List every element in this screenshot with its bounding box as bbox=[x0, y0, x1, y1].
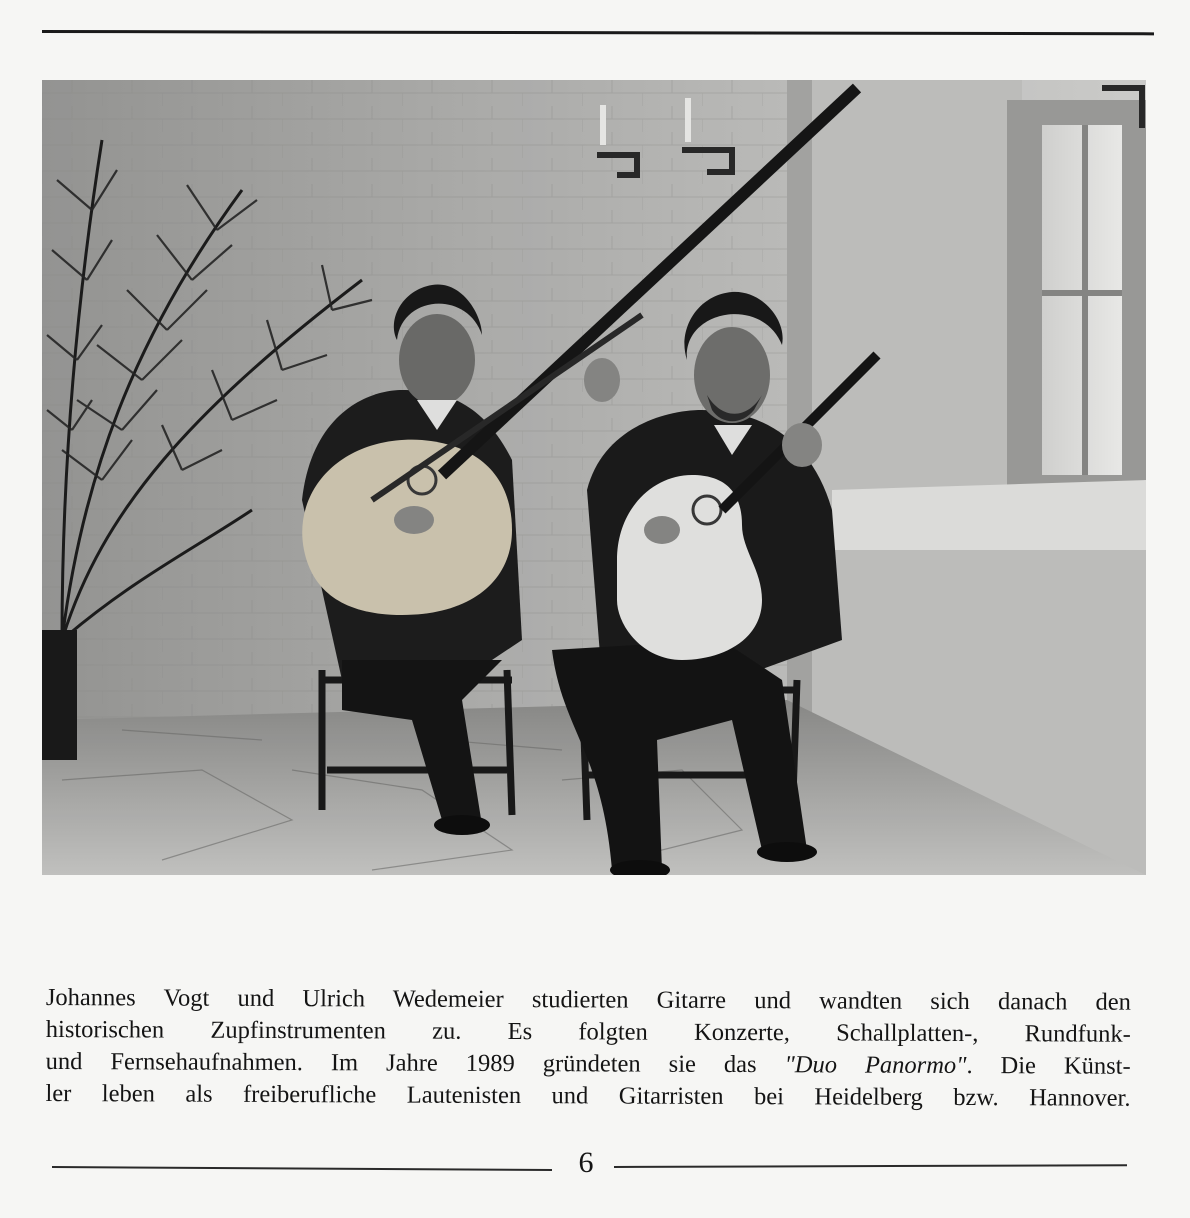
footer-rule-left bbox=[52, 1166, 552, 1171]
footer-rule-right bbox=[614, 1164, 1127, 1168]
caption-line-text: und Fernsehaufnahmen. Im Jahre 1989 gründeten sie das bbox=[45, 1047, 757, 1079]
top-rule bbox=[42, 30, 1154, 35]
caption-line: ler leben als freiberufliche Lautenisten und Gitarristen bei Heidelberg bzw. Hannover. bbox=[45, 1079, 1131, 1112]
duo-photograph bbox=[42, 80, 1146, 875]
duo-name: "Duo Panormo" bbox=[784, 1051, 967, 1080]
page-footer bbox=[52, 1146, 1127, 1190]
biography-caption bbox=[45, 982, 1131, 1115]
caption-line bbox=[46, 1046, 1131, 1083]
caption-line: historischen Zupfinstrumenten zu. Es folgten Konzerte, Schallplatten-, Rundfunk- bbox=[45, 1015, 1131, 1048]
caption-line-tail: . Die Künst- bbox=[966, 1052, 1131, 1080]
page-number: 6 bbox=[578, 1146, 594, 1179]
photo-illustration bbox=[42, 80, 1146, 875]
caption-line: Johannes Vogt und Ulrich Wedemeier studierten Gitarre und wandten sich danach den bbox=[45, 984, 1131, 1016]
